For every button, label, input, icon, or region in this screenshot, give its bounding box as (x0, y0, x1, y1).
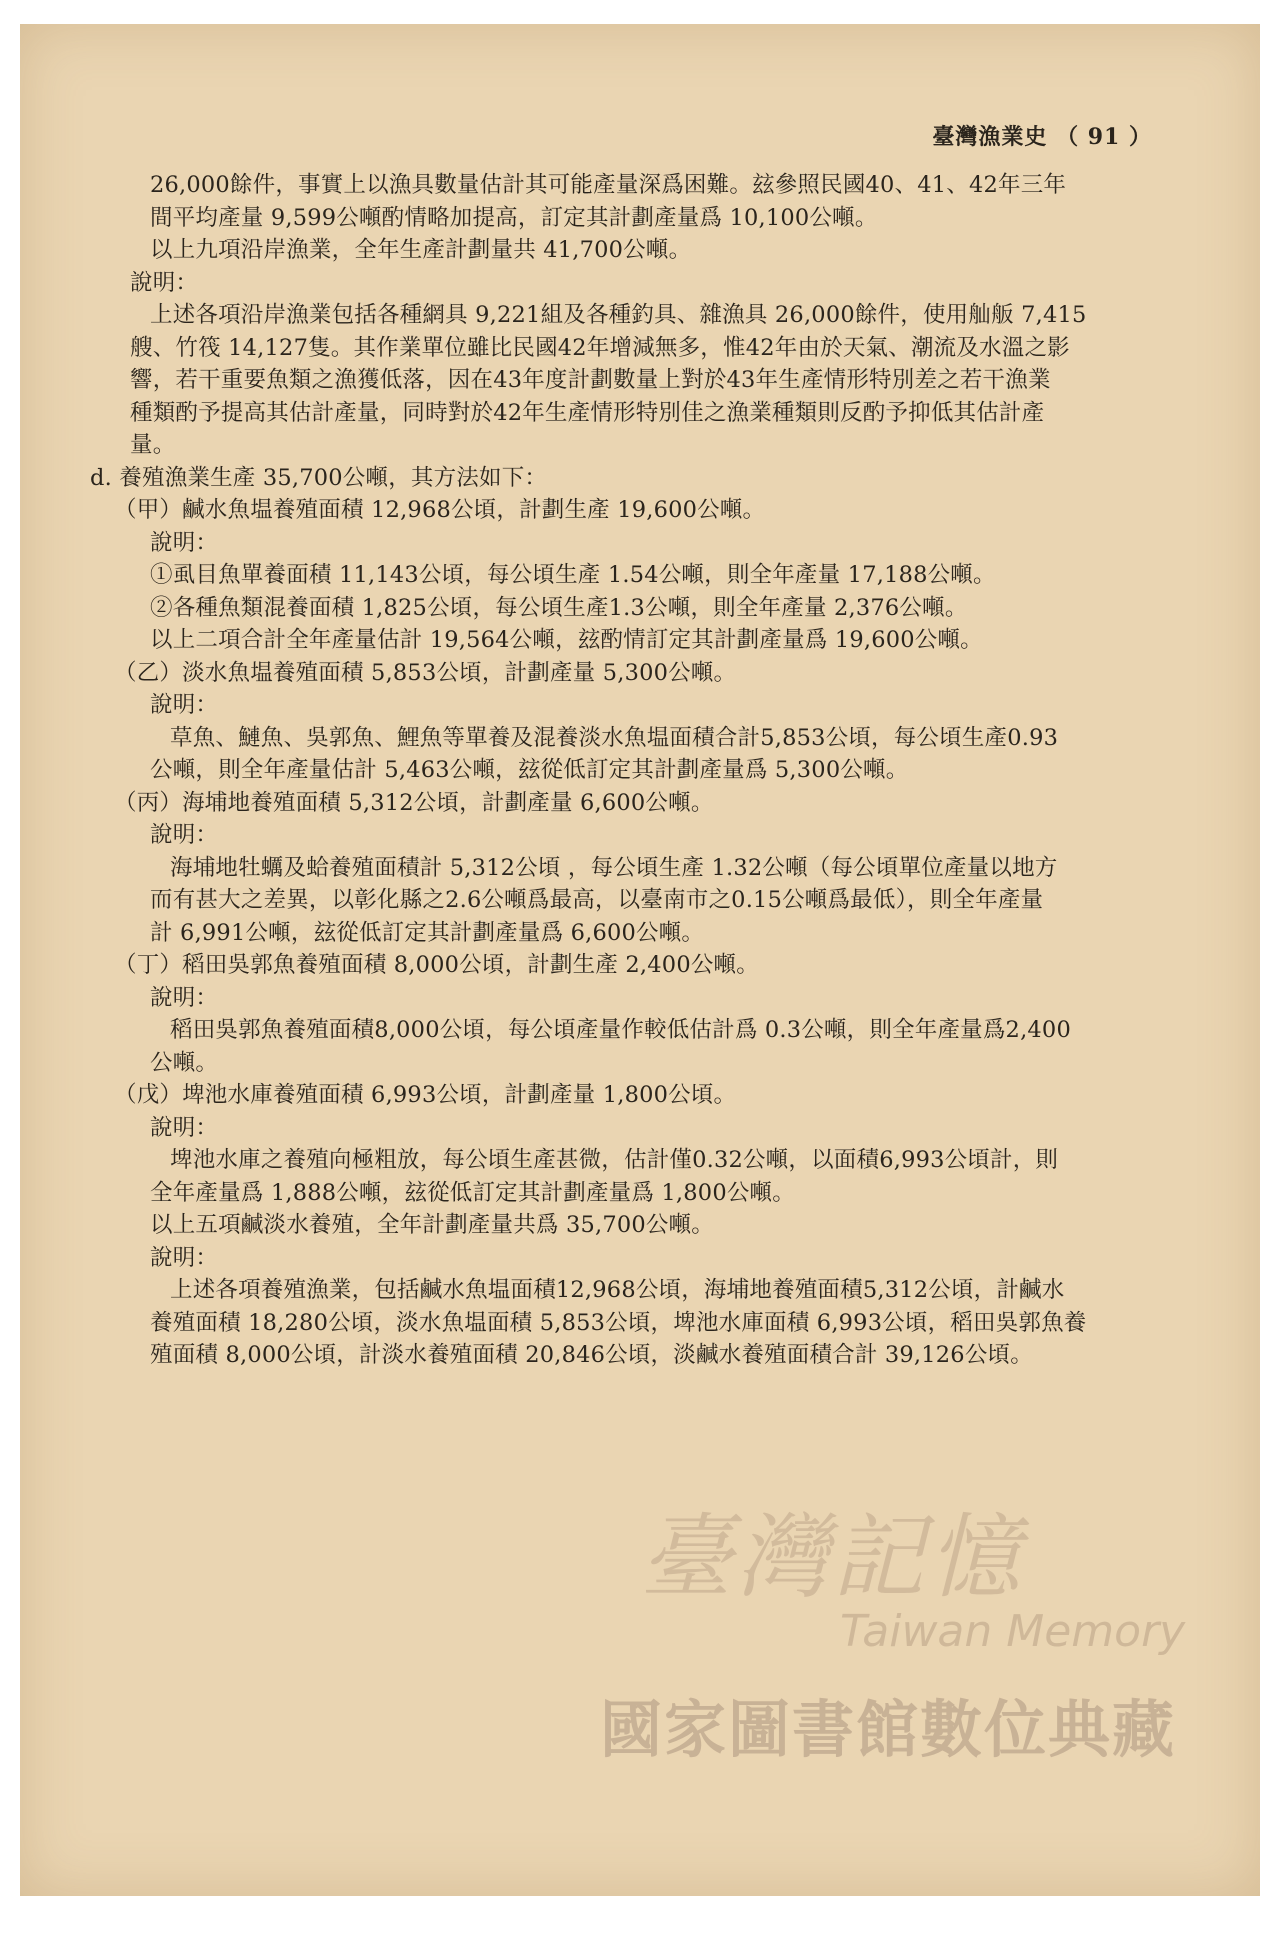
text-line: 說明： (150, 984, 219, 1011)
text-line: 上述各項養殖漁業，包括鹹水魚塭面積12,968公頃，海埔地養殖面積5,312公頃，計鹹水 (170, 1277, 1065, 1303)
text-line: 全年產量爲 1,888公噸，玆從低訂定其計劃產量爲 1,800公噸。 (150, 1179, 795, 1206)
text-line: 間平均產量 9,599公噸酌情略加提高，訂定其計劃產量爲 10,100公噸。 (150, 204, 878, 231)
text-line: ①虱目魚單養面積 11,143公頃，每公頃生產 1.54公噸，則全年產量 17,188公噸。 (150, 562, 996, 588)
text-line: ②各種魚類混養面積 1,825公頃，每公頃生產1.3公噸，則全年產量 2,376公噸。 (150, 594, 968, 621)
watermark-english: Taiwan Memory (840, 1606, 1186, 1657)
text-line: 海埔地牡蠣及蛤養殖面積計 5,312公頃 ，每公頃生產 1.32公噸（每公頃單位產量以地方 (170, 854, 1058, 881)
text-line: 說明： (150, 1244, 219, 1271)
text-line: 草魚、鰱魚、吳郭魚、鯉魚等單養及混養淡水魚塭面積合計5,853公頃，每公頃生產0.93 (170, 724, 1059, 751)
text-line: 說明： (150, 1114, 219, 1141)
text-line: 量。 (130, 432, 176, 458)
text-line: 而有甚大之差異，以彰化縣之2.6公噸爲最高，以臺南市之0.15公噸爲最低），則全年產量 (150, 887, 1044, 913)
text-line: （丙）海埔地養殖面積 5,312公頃，計劃產量 6,600公噸。 (114, 789, 714, 816)
text-line: 計 6,991公噸，玆從低訂定其計劃產量爲 6,600公噸。 (150, 919, 705, 946)
text-line: （戊）埤池水庫養殖面積 6,993公頃，計劃產量 1,800公頃。 (114, 1082, 737, 1108)
text-line: 說明： (130, 269, 199, 296)
text-line: 說明： (150, 822, 219, 848)
text-line: 說明： (150, 692, 219, 718)
text-line: 公噸。 (150, 1049, 219, 1076)
running-header: 臺灣漁業史 （ 91 ） (932, 124, 1152, 150)
watermark-calligraphy: 臺灣記憶 (640, 1504, 1025, 1611)
text-line: 埤池水庫之養殖向極粗放，每公頃生產甚微，估計僅0.32公噸，以面積6,993公頃計，則 (170, 1147, 1059, 1173)
text-line: d. 養殖漁業生產 35,700公噸，其方法如下： (90, 464, 548, 491)
text-line: 響，若干重要魚類之漁獲低落，因在43年度計劃數量上對於43年生產情形特別差之若干漁業 (130, 367, 1051, 393)
text-line: 養殖面積 18,280公頃，淡水魚塭面積 5,853公頃，埤池水庫面積 6,993公頃，稻田吳郭魚養 (150, 1309, 1087, 1336)
text-line: （甲）鹹水魚塭養殖面積 12,968公頃，計劃生產 19,600公噸。 (114, 497, 766, 523)
text-line: （丁）稻田吳郭魚養殖面積 8,000公頃，計劃生產 2,400公噸。 (114, 952, 759, 978)
text-line: 26,000餘件，事實上以漁具數量估計其可能產量深爲困難。玆參照民國40、41、42年三年 (150, 172, 1067, 198)
text-line: 稻田吳郭魚養殖面積8,000公頃，每公頃產量作較低估計爲 0.3公噸，則全年產量爲2,400 (170, 1017, 1071, 1043)
document-page (20, 24, 1260, 1896)
text-line: 上述各項沿岸漁業包括各種網具 9,221組及各種釣具、雜漁具 26,000餘件，使用舢舨 7,415 (150, 302, 1087, 328)
text-line: 以上五項鹹淡水養殖，全年計劃產量共爲 35,700公噸。 (150, 1212, 714, 1238)
text-line: 以上二項合計全年產量估計 19,564公噸，玆酌情訂定其計劃產量爲 19,600公噸。 (150, 627, 983, 653)
text-line: 說明： (150, 529, 219, 556)
text-line: 艘、竹筏 14,127隻。其作業單位雖比民國42年增減無多，惟42年由於天氣、潮流及水溫之影 (130, 334, 1070, 361)
text-line: 殖面積 8,000公頃，計淡水養殖面積 20,846公頃，淡鹹水養殖面積合計 39,126公頃。 (150, 1342, 1033, 1368)
text-line: 種類酌予提高其估計產量，同時對於42年生產情形特別佳之漁業種類則反酌予抑低其估計產 (130, 399, 1045, 426)
text-line: （乙）淡水魚塭養殖面積 5,853公頃，計劃產量 5,300公噸。 (114, 659, 737, 686)
text-line: 公噸，則全年產量估計 5,463公噸，玆從低訂定其計劃產量爲 5,300公噸。 (150, 757, 909, 783)
text-line: 以上九項沿岸漁業，全年生產計劃量共 41,700公噸。 (150, 237, 692, 263)
watermark (600, 1484, 1220, 1784)
watermark-chinese: 國家圖書館數位典藏 (600, 1693, 1177, 1766)
